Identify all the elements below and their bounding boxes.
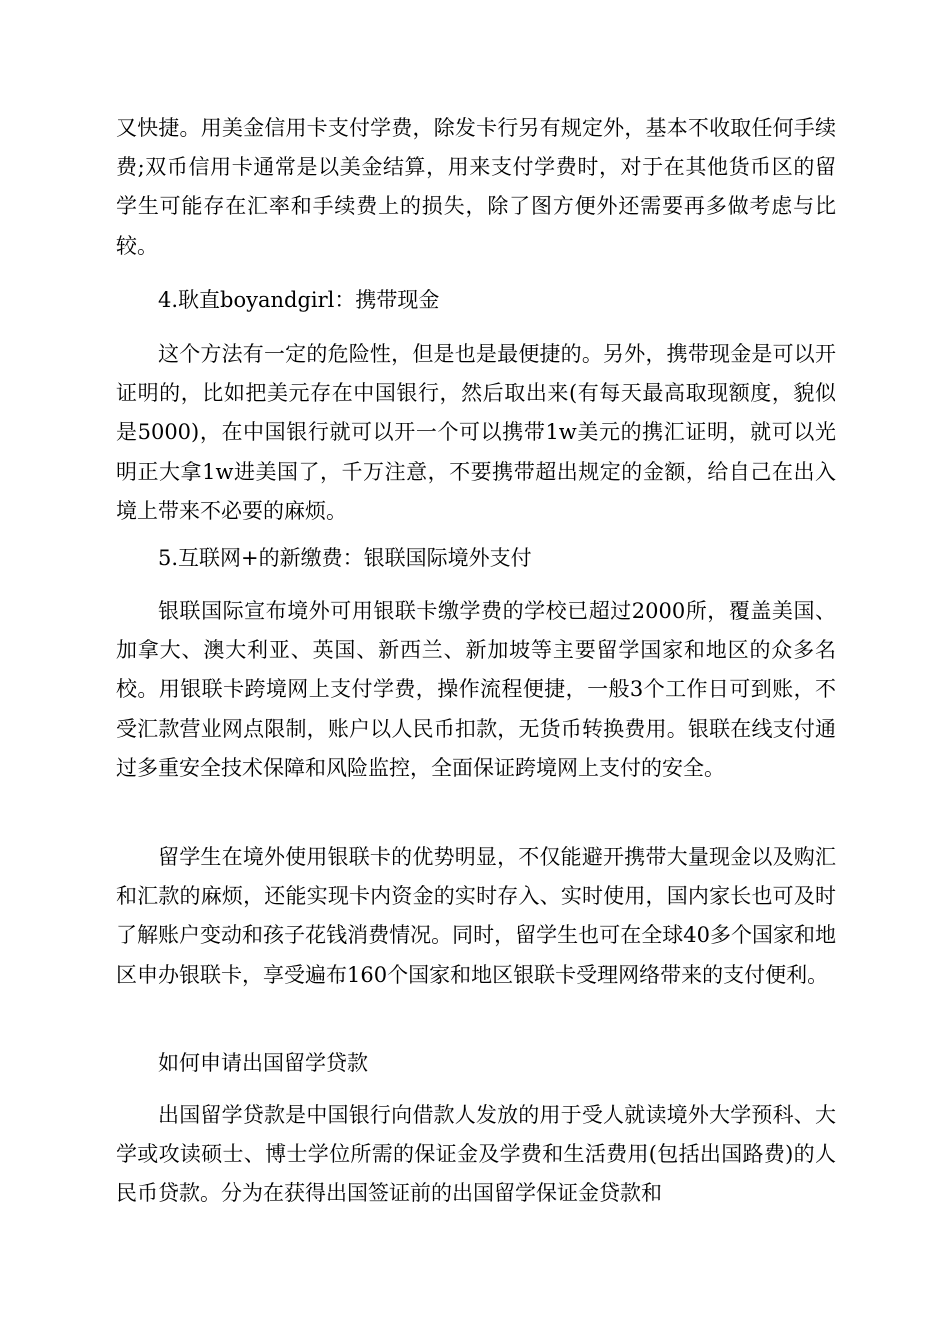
paragraph-carry-cash: 这个方法有一定的危险性，但是也是最便捷的。另外，携带现金是可以开证明的，比如把美元存在中国银行，然后取出来(有每天最高取现额度，貌似是5000)，在中国银行就可以开一个可以携带1w美元的携汇证明，就可以光明正大拿1w进美国了，千万注意，不要携带超出规定的金额，给自己在出入境上带来不必要的麻烦。 — [116, 342, 836, 523]
paragraph-credit-card-fees: 又快捷。用美金信用卡支付学费，除发卡行另有规定外，基本不收取任何手续费;双币信用卡通常是以美金结算，用来支付学费时，对于在其他货币区的留学生可能存在汇率和手续费上的损失，除了图方便外还需要再多做考虑与比较。 — [116, 116, 836, 258]
heading-study-loan: 如何申请出国留学贷款 — [158, 1051, 368, 1075]
heading-carry-cash: 4.耿直boyandgirl：携带现金 — [158, 288, 440, 312]
heading-unionpay: 5.互联网+的新缴费：银联国际境外支付 — [158, 546, 532, 570]
paragraph-unionpay-advantages: 留学生在境外使用银联卡的优势明显，不仅能避开携带大量现金以及购汇和汇款的麻烦，还能实现卡内资金的实时存入、实时使用，国内家长也可及时了解账户变动和孩子花钱消费情况。同时，留学生也可在全球40多个国家和地区申办银联卡，享受遍布160个国家和地区银联卡受理网络带来的支付便利。 — [116, 845, 836, 987]
paragraph-unionpay-overview: 银联国际宣布境外可用银联卡缴学费的学校已超过2000所，覆盖美国、加拿大、澳大利亚、英国、新西兰、新加坡等主要留学国家和地区的众多名校。用银联卡跨境网上支付学费，操作流程便捷，一般3个工作日可到账，不受汇款营业网点限制，账户以人民币扣款，无货币转换费用。银联在线支付通过多重安全技术保障和风险监控，全面保证跨境网上支付的安全。 — [116, 599, 836, 780]
paragraph-study-loan: 出国留学贷款是中国银行向借款人发放的用于受人就读境外大学预科、大学或攻读硕士、博士学位所需的保证金及学费和生活费用(包括出国路费)的人民币贷款。分为在获得出国签证前的出国留学保证金贷款和 — [116, 1103, 836, 1206]
